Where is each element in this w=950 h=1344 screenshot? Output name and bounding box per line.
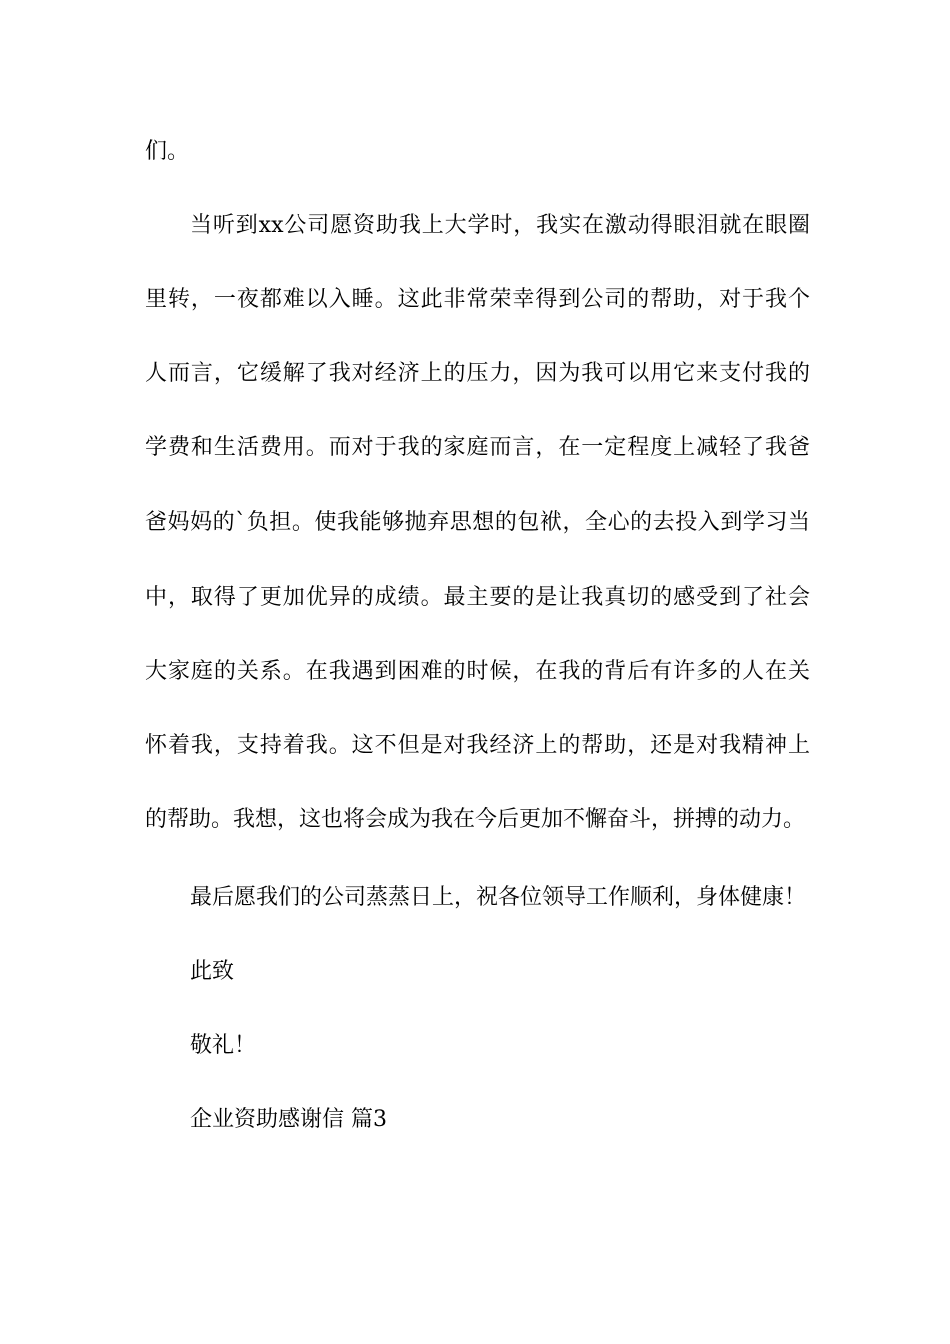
paragraph-line: 的帮助。我想，这也将会成为我在今后更加不懈奋斗，拼搏的动力。 [145, 807, 806, 832]
salutation-cizhi: 此致 [190, 959, 235, 984]
paragraph-line: 人而言，它缓解了我对经济上的压力，因为我可以用它来支付我的 [145, 361, 810, 386]
paragraph-line: 里转，一夜都难以入睡。这此非常荣幸得到公司的帮助，对于我个 [145, 287, 810, 312]
paragraph-line: 们。 [145, 139, 190, 164]
paragraph-line: 当听到xx公司愿资助我上大学时，我实在激动得眼泪就在眼圈 [190, 213, 810, 238]
paragraph-line: 中，取得了更加优异的成绩。最主要的是让我真切的感受到了社会 [145, 585, 810, 610]
paragraph-line: 学费和生活费用。而对于我的家庭而言，在一定程度上减轻了我爸 [145, 435, 810, 460]
salutation-jingli: 敬礼！ [190, 1033, 257, 1058]
paragraph-line: 大家庭的关系。在我遇到困难的时候，在我的背后有许多的人在关 [145, 659, 810, 684]
closing-wish: 最后愿我们的公司蒸蒸日上，祝各位领导工作顺利，身体健康！ [190, 885, 807, 910]
section-heading: 企业资助感谢信 篇3 [190, 1107, 387, 1132]
paragraph-line: 爸妈妈的`负担。使我能够抛弃思想的包袱，全心的去投入到学习当 [145, 510, 810, 535]
paragraph-line: 怀着我，支持着我。这不但是对我经济上的帮助，还是对我精神上 [145, 733, 810, 758]
